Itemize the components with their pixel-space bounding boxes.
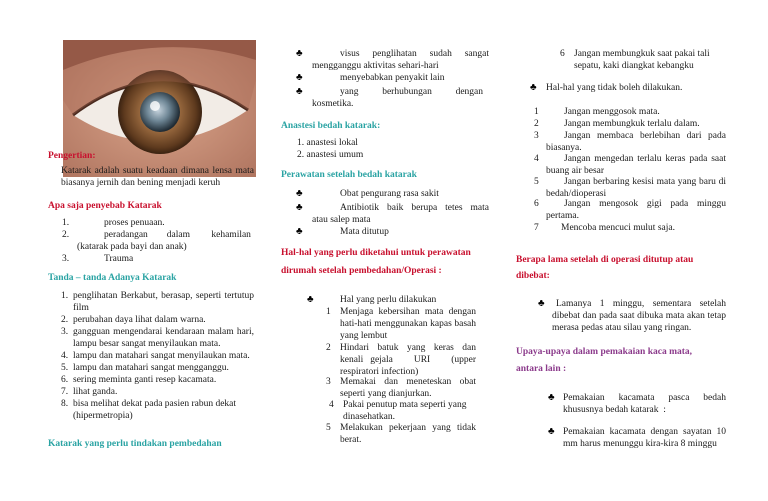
list-item: 1. penglihatan Berkabut, berasap, seperti tertutup film [61, 291, 254, 313]
list-item: yang berhubungan dengan kosmetika. [312, 87, 486, 109]
list-item: Jangan menggosok mata. [564, 107, 660, 117]
list-number: 1 [534, 107, 539, 117]
list-number: 6 [560, 49, 565, 59]
list-item: 1. anastesi lokal [297, 138, 358, 148]
list-number: 5 [326, 423, 331, 433]
list-item: 2. perubahan daya lihat dalam warna. [61, 315, 206, 325]
perawatan-heading: Perawatan setelah bedah katarak [281, 170, 417, 180]
dilakukan-label: Hal yang perlu dilakukan [340, 295, 437, 305]
club-bullet-icon: ♣ [530, 82, 537, 93]
list-number: 3 [534, 131, 539, 141]
hal-heading-line2: dirumah setelah pembedahan/Operasi : [281, 266, 442, 276]
berapa-heading-line2: dibebat: [516, 271, 550, 281]
list-item: menyebabkan penyakit lain [340, 73, 445, 83]
list-item: Jangan mengedan terlalu keras pada saat buang air besar [546, 154, 726, 176]
hal-heading-line1: Hal-hal yang perlu diketahui untuk perawatan [281, 248, 471, 258]
upaya-heading-line1: Upaya-upaya dalam pemakaian kaca mata, [516, 347, 693, 357]
list-item: visus penglihatan sudah sangat mengganggu aktivitas sehari-hari [312, 49, 489, 71]
pengertian-heading: Pengertian: [48, 151, 96, 161]
penyebab-item: proses penuaan. [104, 218, 165, 228]
penyebab-num-1: 1. [62, 218, 70, 228]
operasi-heading: Katarak yang perlu tindakan pembedahan [48, 439, 222, 449]
list-item: Antibiotik baik berupa tetes mata atau salep mata [312, 203, 492, 225]
club-bullet-icon: ♣ [548, 392, 555, 403]
list-item: Pakai penutup mata seperti yang dinasehatkan. [343, 400, 467, 422]
club-bullet-icon: ♣ [548, 426, 555, 437]
list-item: Melakukan pekerjaan yang tidak berat. [340, 423, 479, 445]
list-number: 4 [329, 400, 334, 410]
list-item: 8. bisa melihat dekat pada pasien rabun dekat (hipermetropia) [61, 399, 237, 421]
club-bullet-icon: ♣ [296, 86, 303, 97]
lamanya-text: Lamanya 1 minggu, sementara setelah dibebat dan pada saat dibuka mata akan tetap merasa pedas atau silau yang ringan. [552, 299, 729, 333]
list-item: Obat pengurang rasa sakit [340, 189, 439, 199]
list-item: Pemakaian kacamata dengan sayatan 10 mm harus menunggu kira-kira 8 minggu [563, 427, 726, 449]
list-number: 1 [326, 307, 331, 317]
penyebab-item: (katarak pada bayi dan anak) [77, 242, 187, 252]
tidak-label: Hal-hal yang tidak boleh dilakukan. [546, 83, 683, 93]
list-item: 7. lihat ganda. [61, 387, 118, 397]
penyebab-item: peradangan dalam kehamilan [104, 230, 251, 240]
list-item: Jangan berbaring kesisi mata yang baru di bedah/dioperasi [546, 177, 726, 199]
pengertian-text: Katarak adalah suatu keadaan dimana lensa mata biasanya jernih dan bening menjadi keruh [61, 166, 254, 188]
list-item: Jangan mengosok gigi pada minggu pertama. [546, 199, 729, 221]
berapa-heading-line1: Berapa lama setelah di operasi ditutup atau [516, 255, 694, 265]
list-item: 3. gangguan mengendarai kendaraan malam hari, lampu besar sangat menyilaukan mata. [61, 327, 254, 349]
list-item: Hindari batuk yang keras dan kenali gejala URI (upper respiratori infection) [340, 343, 484, 377]
anastesi-heading: Anastesi bedah katarak: [281, 121, 381, 131]
list-number: 2 [534, 119, 539, 129]
penyebab-num-3: 3. [62, 254, 70, 264]
list-number: 6 [534, 199, 539, 209]
club-bullet-icon: ♣ [538, 298, 545, 309]
list-number: 4 [534, 154, 539, 164]
list-item: Menjaga kebersihan mata dengan hati-hati menggunakan kapas basah yang lembut [340, 307, 476, 341]
list-item: 4. lampu dan matahari sangat menyilaukan mata. [61, 351, 250, 361]
club-bullet-icon: ♣ [296, 48, 303, 59]
club-bullet-icon: ♣ [296, 72, 303, 83]
tanda-list [61, 290, 254, 422]
list-item: Jangan membaca berlebihan dari pada biasanya. [546, 131, 726, 153]
list-item: 5. lampu dan matahari sangat mengganggu. [61, 363, 229, 373]
list-item: Memakai dan meneteskan obat seperti yang dianjurkan. [340, 377, 479, 399]
list-item: Jangan membungkuk terlalu dalam. [564, 119, 700, 129]
list-number: 7 [534, 223, 539, 233]
list-item: Mencoba mencuci mulut saja. [561, 223, 675, 233]
list-number: 2 [326, 343, 331, 353]
club-bullet-icon: ♣ [307, 294, 314, 305]
list-number: 3 [326, 377, 331, 387]
club-bullet-icon: ♣ [296, 226, 303, 237]
penyebab-item: Trauma [104, 254, 134, 264]
club-bullet-icon: ♣ [296, 202, 303, 213]
list-item: Pemakaian kacamata pasca bedah khususnya bedah katarak : [563, 393, 729, 415]
club-bullet-icon: ♣ [296, 188, 303, 199]
list-item: Jangan membungkuk saat pakai tali sepatu, kaki diangkat kebangku [574, 49, 710, 71]
list-item: 6. sering meminta ganti resep kacamata. [61, 375, 217, 385]
penyebab-num-2: 2. [62, 230, 70, 240]
tanda-heading: Tanda – tanda Adanya Katarak [48, 273, 177, 283]
upaya-heading-line2: antara lain : [516, 364, 567, 374]
penyebab-heading: Apa saja penyebab Katarak [48, 201, 162, 211]
list-item: 2. anastesi umum [297, 150, 364, 160]
list-item: Mata ditutup [340, 227, 389, 237]
list-number: 5 [534, 177, 539, 187]
